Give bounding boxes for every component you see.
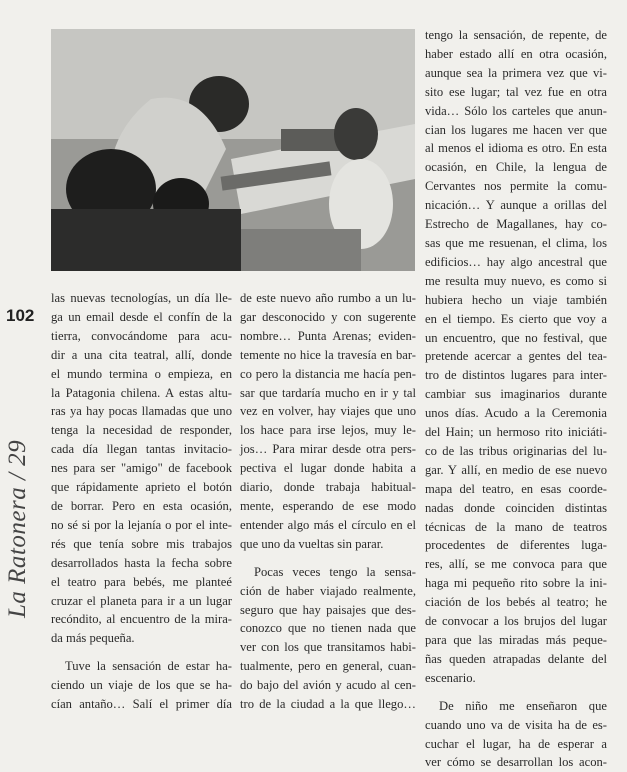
text-column-1 [51,289,232,714]
text-line: ñas queden atrapadas delante del [425,651,607,666]
text-column-3 [425,26,607,772]
text-line: temente no hice la travesía en bar- [240,347,416,362]
text-line: un encuentro, que no festival, que [425,330,607,345]
text-line: mente, esperando de ese modo [240,498,416,513]
text-line: recóndito, al encuentro de la mira- [51,612,232,627]
text-line: en el tiempo. Es cierto que voy a [425,311,607,326]
text-line: de este nuevo año rumbo a un lu- [240,291,416,305]
text-line: vida… Sólo los carteles que anun- [425,103,607,118]
text-line: sar que tardaría mucho en ir y tal [240,385,416,400]
text-line: nombre… Punta Arenas; eviden- [240,328,416,343]
text-line: ocasión, en Chile, la lengua de [425,160,607,175]
text-line: del Hain; un hermoso rito iniciáti- [425,425,607,440]
text-line: pretende acercar a gentes del tea- [425,349,607,364]
text-line: tenga la necesidad de responder, [51,423,232,438]
text-line: Pocas veces tengo la sensa- [254,564,416,579]
text-line: procedentes de diferentes luga- [425,538,607,553]
text-line: entender algo más el círculo en el [240,517,416,532]
paragraph [51,657,232,714]
text-line: ver cómo se desarrollan los acon- [425,755,607,770]
article-photo [51,29,415,271]
photo-children-theatre-icon [51,29,415,271]
text-line: gar desconocido y con sugerente [240,309,416,324]
text-line: me resulta muy nuevo, es como si [425,273,607,288]
text-line: nadas donde coinciden distintas [425,500,607,515]
paragraph [425,26,607,688]
text-line: ciación de los bebés al teatro; he [425,595,607,610]
paragraph [240,289,416,554]
text-line: las nuevas tecnologías, un día lle- [51,291,232,305]
text-column-2 [240,289,416,714]
text-line: diario, donde trabaja habitual- [240,480,416,495]
text-line: edificios… hay algo ancestral que [425,254,607,269]
text-line: nicación… Y aunque a orillas del [425,198,607,213]
text-line: ción de haber viajado realmente, [240,583,416,598]
text-line: haber estado allí en otra ocasión, [425,46,607,61]
text-line: cada día llegan tantas invitacio- [51,442,232,457]
text-line: aunque sea la primera vez que vi- [425,65,607,80]
text-line: tro de la ciudad a la que llego… [240,697,416,712]
text-line: no sé si por la lejanía o por el inte- [51,517,232,532]
text-line: hubiera hecho un viaje también [425,292,607,307]
text-line: para que las miradas más peque- [425,633,607,647]
text-line: res, allí, se me convoca para que [425,557,607,572]
text-line: cian los lugares me hacen ver que [425,122,607,137]
text-line: cuando uno va de visita ha de es- [425,717,607,732]
text-line: vez en volver, hay viajes que uno [240,404,416,419]
text-line: co de las tribus originarias del lu- [425,443,607,458]
text-line: cambiar sus imaginarios durante [425,387,607,402]
text-line: que uno da vueltas sin parar. [240,536,384,551]
text-line: tierra, convocándome para acu- [51,328,232,343]
text-line: unos días. Acudo a la Ceremonia [425,406,607,421]
text-line: ver con los que transitamos habi- [240,640,416,655]
text-line: tualmente, pero en general, cuan- [240,659,416,674]
text-line: dir a una cita teatral, allí, donde [51,347,232,362]
page-number: 102 [6,306,35,325]
text-line: da más pequeña. [51,631,135,646]
text-line: sito ese lugar; tal vez fue en otra [425,84,607,99]
text-line: rés que tenía sobre mis trabajos [51,536,232,551]
text-line: al menos el idioma es otro. En esta [425,141,607,156]
text-line: de convocar a los brujos del lugar [425,614,607,629]
text-line: conozco que no tienen nada que [240,621,416,636]
text-line: De niño me enseñaron que [439,698,607,713]
text-line: cían antaño… Salí el primer día [51,697,232,712]
text-line: Cervantes nos permite la comu- [425,179,607,194]
text-line: ras ya hay pocas llamadas que uno [51,404,232,419]
text-line: cuchar el lugar, ha de esperar a [425,736,607,751]
text-line: jos… Para mirar desde otra pers- [240,442,416,457]
text-line: mapa del teatro, en esas coorde- [425,481,607,496]
text-line: sas que me resuenan, el clima, los [425,235,607,250]
running-head: La Ratonera / 29 [4,439,31,618]
paragraph [240,563,416,714]
text-line: la Patagonia chilena. A estas altu- [51,385,232,400]
text-line: el teatro para bebés, me planteé [51,574,232,589]
text-line: Estrecho de Magallanes, hay co- [425,217,607,232]
text-line: que rápidamente aprieto el botón [51,480,232,495]
paragraph [51,289,232,648]
text-line: los hace para irse lejos, muy le- [240,423,416,438]
text-line: el mundo termina o empieza, en [51,366,232,381]
text-line: ciendo un viaje de los que se ha- [51,678,232,693]
text-line: co pero la distancia me hacía pen- [240,366,416,381]
text-line: pectiva el lugar donde habita a [240,461,416,476]
text-line: Tuve la sensación de estar ha- [65,659,232,674]
text-line: gar. Y allí, en medio de ese nuevo [425,462,607,477]
text-line: desarrollados hasta la fecha sobre [51,555,232,570]
text-line: escenario. [425,670,476,685]
paragraph [425,697,607,772]
text-line: do bajo del avión y acudo al cen- [240,678,416,693]
text-line: haga mi pequeño rito sobre la ini- [425,576,607,591]
text-line: cruzar el planeta para ir a un lugar [51,593,232,608]
text-line: seguro que hay paisajes que des- [240,602,416,617]
text-line: nes para ser "amigo" de facebook [51,461,232,476]
text-line: tro de distintos lugares para inter- [425,368,607,383]
text-line: ga un email desde el confín de la [51,309,232,324]
text-line: tengo la sensación, de repente, de [425,28,607,42]
text-line: técnicas de la mano de teatros [425,519,607,534]
text-line: de borrar. Pero en esta ocasión, [51,498,232,513]
